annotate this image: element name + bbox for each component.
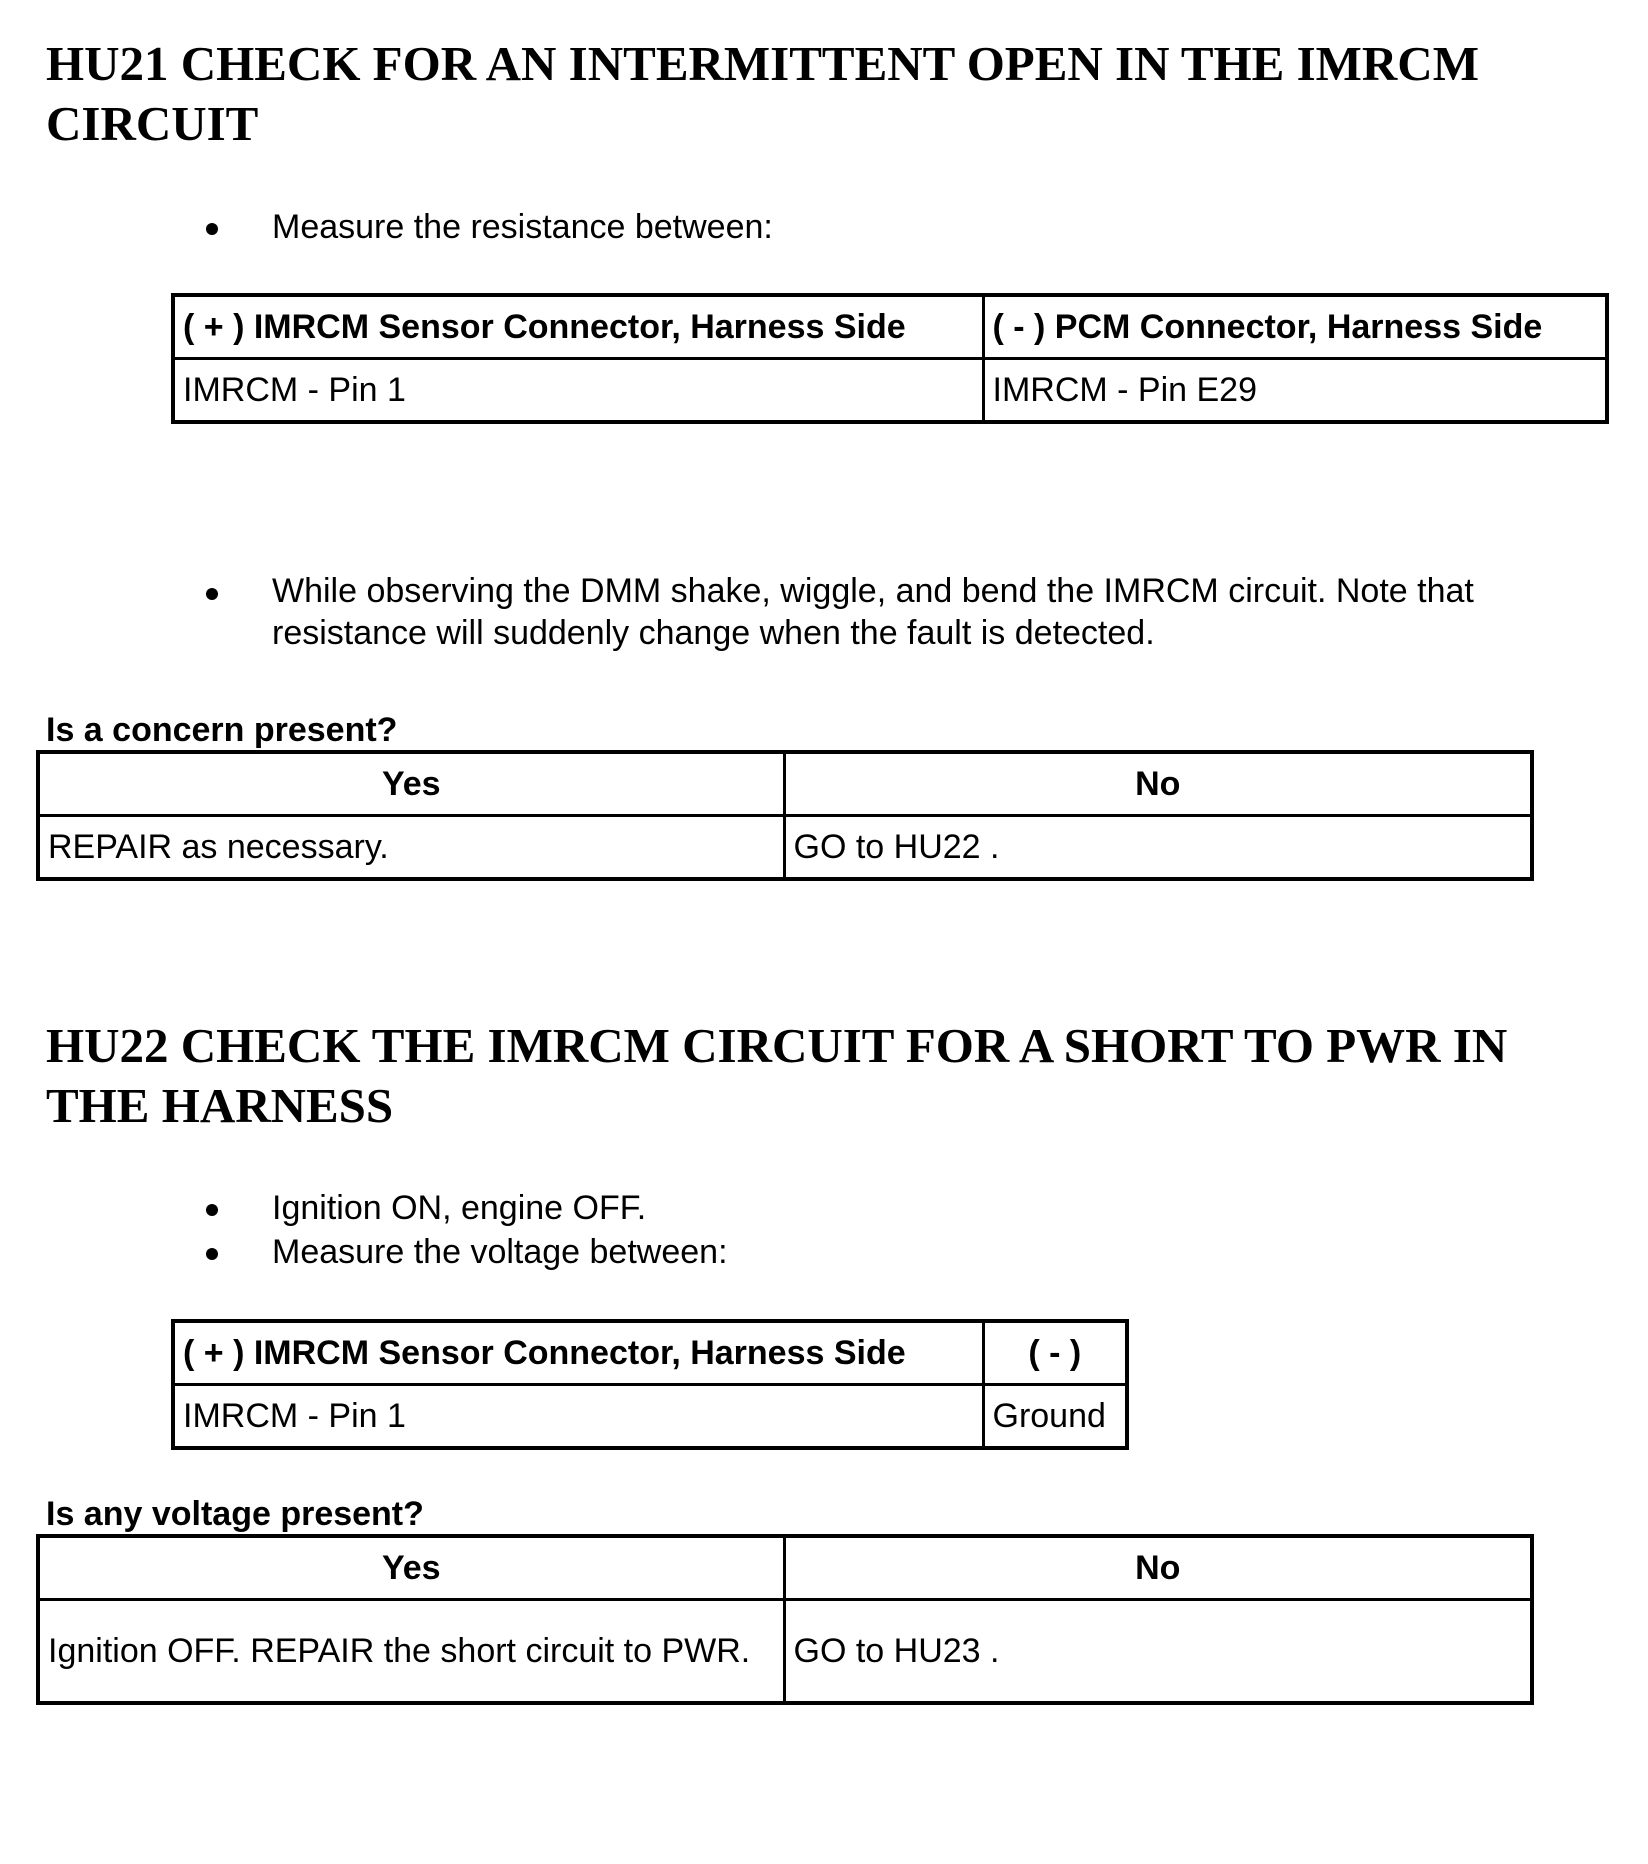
hu22-yes-header: Yes — [38, 1536, 784, 1600]
hu22-no-text: GO to HU23 . — [784, 1600, 1532, 1704]
heading-hu22-line1: HU22 CHECK THE IMRCM CIRCUIT FOR A SHORT TO PWR IN — [46, 1018, 1508, 1073]
hu21-yes-header: Yes — [38, 752, 784, 816]
table-row — [173, 1385, 1127, 1449]
table-row — [38, 816, 1532, 880]
hu21-row1-col1: IMRCM - Pin 1 — [173, 359, 983, 423]
hu22-bullet-measure-voltage: Measure the voltage between: — [200, 1230, 728, 1274]
hu22-yes-text: Ignition OFF. REPAIR the short circuit to PWR. — [38, 1600, 784, 1704]
heading-hu21-line2: CIRCUIT — [46, 96, 259, 151]
heading-hu22 — [46, 1016, 1507, 1136]
table-header-row — [173, 295, 1607, 359]
table-header-row — [173, 1321, 1127, 1385]
hu22-no-header: No — [784, 1536, 1532, 1600]
hu21-yes-text: REPAIR as necessary. — [38, 816, 784, 880]
hu21-col1-header: ( + ) IMRCM Sensor Connector, Harness Side — [173, 295, 983, 359]
hu22-row1-col2: Ground — [983, 1385, 1127, 1449]
hu21-row1-col2: IMRCM - Pin E29 — [983, 359, 1607, 423]
hu21-bullets-1 — [200, 205, 773, 249]
hu21-measure-table — [171, 293, 1609, 424]
heading-hu21 — [46, 34, 1479, 154]
hu21-no-header: No — [784, 752, 1532, 816]
hu22-answer-table — [36, 1534, 1534, 1705]
heading-hu21-line1: HU21 CHECK FOR AN INTERMITTENT OPEN IN THE IMRCM — [46, 36, 1479, 91]
table-row — [173, 359, 1607, 423]
hu21-question: Is a concern present? — [46, 711, 398, 749]
hu22-question: Is any voltage present? — [46, 1495, 424, 1533]
hu21-bullet-dmm-observe: While observing the DMM shake, wiggle, and bend the IMRCM circuit. Note that resistance will suddenly change when the fault is detected. — [200, 570, 1610, 654]
table-header-row — [38, 1536, 1532, 1600]
hu22-row1-col1: IMRCM - Pin 1 — [173, 1385, 983, 1449]
hu22-col1-header: ( + ) IMRCM Sensor Connector, Harness Side — [173, 1321, 983, 1385]
hu21-answer-table — [36, 750, 1534, 881]
hu22-bullet-ignition: Ignition ON, engine OFF. — [200, 1186, 728, 1230]
hu21-no-text: GO to HU22 . — [784, 816, 1532, 880]
table-row — [38, 1600, 1532, 1704]
hu21-bullet-measure-resistance: Measure the resistance between: — [200, 205, 773, 249]
hu22-bullets — [200, 1186, 728, 1274]
table-header-row — [38, 752, 1532, 816]
hu21-col2-header: ( - ) PCM Connector, Harness Side — [983, 295, 1607, 359]
heading-hu22-line2: THE HARNESS — [46, 1078, 394, 1133]
hu22-col2-header: ( - ) — [983, 1321, 1127, 1385]
hu22-measure-table — [171, 1319, 1129, 1450]
hu21-bullets-2 — [200, 570, 1610, 654]
